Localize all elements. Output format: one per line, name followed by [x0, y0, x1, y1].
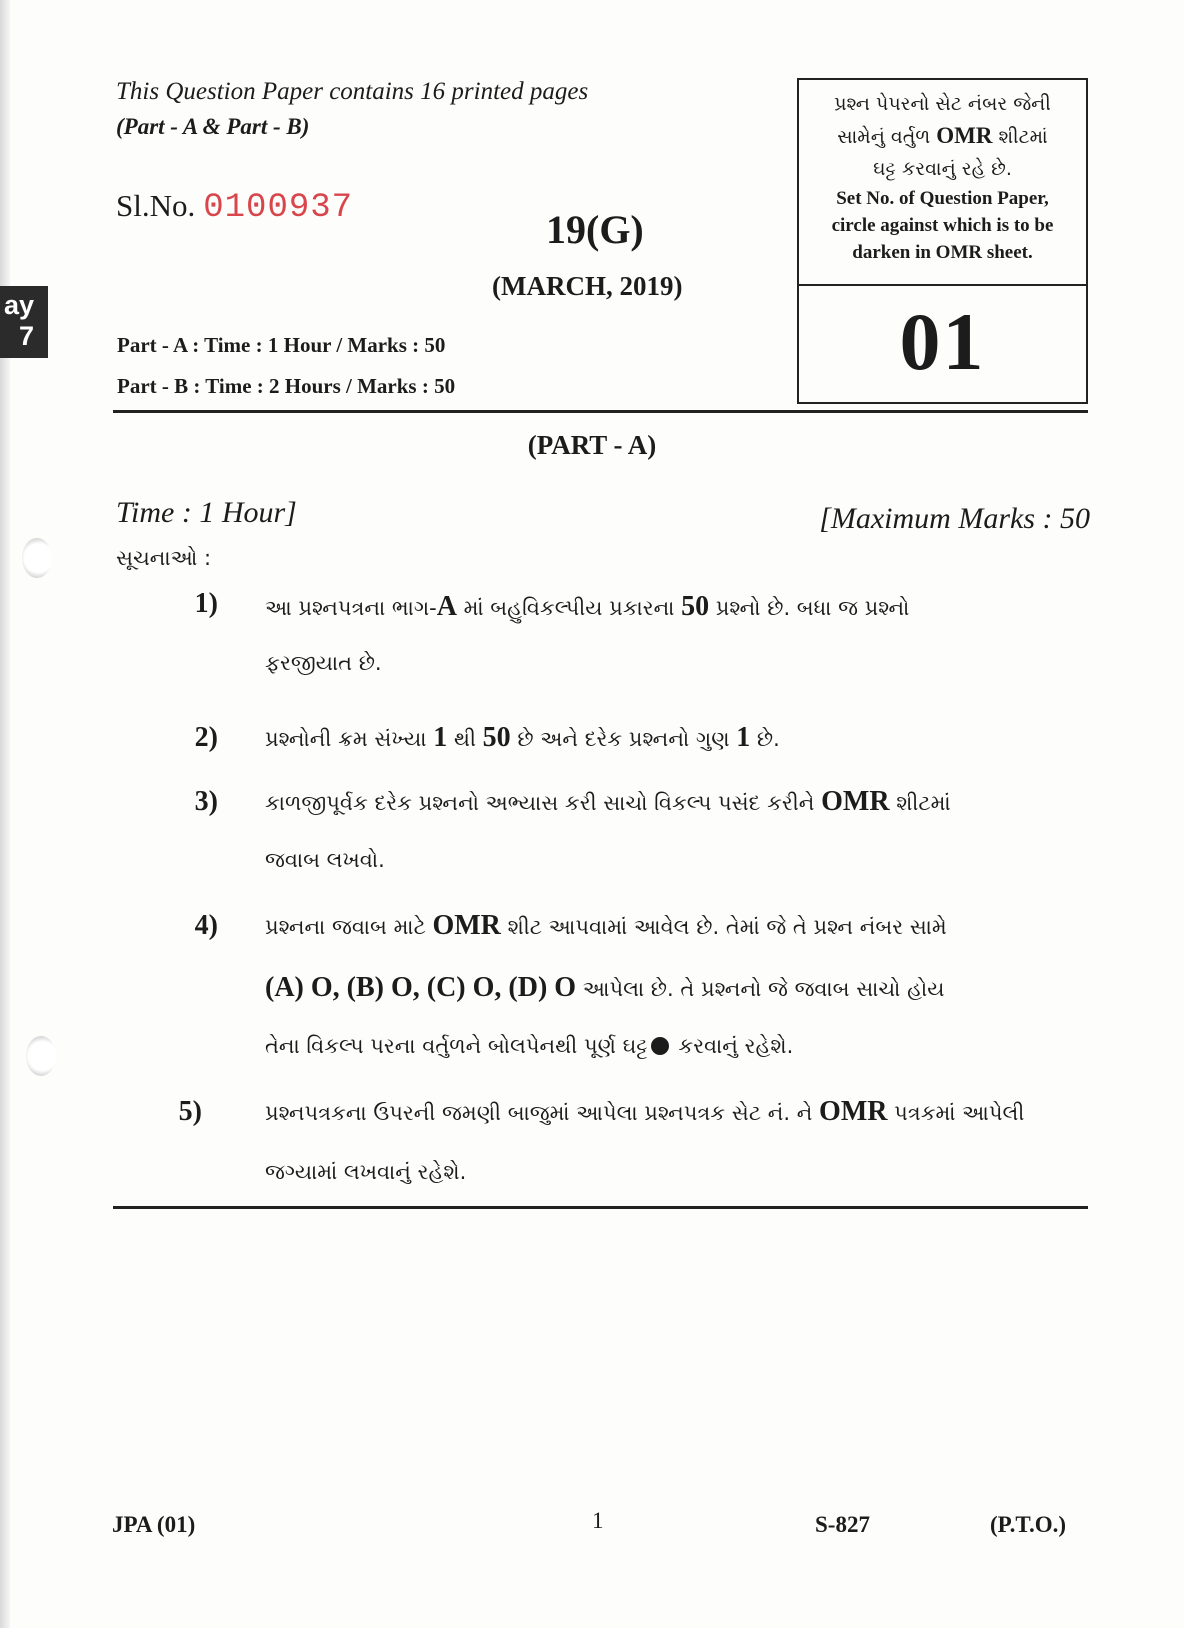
instruction-line: જવાબ લખવો.: [265, 848, 385, 872]
text: આપેલા છે. તે પ્રશ્નનો જે જવાબ સાચો હોય: [576, 977, 945, 1001]
instruction-line: [265, 910, 947, 942]
instruction-line: [265, 786, 951, 818]
filled-circle-icon: [651, 1037, 669, 1055]
emphasis: 1: [433, 722, 448, 753]
side-tab-label: [0, 286, 48, 358]
emphasis: 1: [736, 722, 751, 753]
emphasis: 50: [482, 722, 511, 753]
text: કાળજીપૂર્વક દરેક પ્રશ્નનો અભ્યાસ કરી સાચો વિકલ્પ પસંદ કરીને: [265, 791, 822, 815]
emphasis: OMR: [819, 1096, 888, 1127]
text: આ પ્રશ્નપત્રના ભાગ-: [265, 596, 437, 620]
set-instruction-english-2: circle against which is to be: [831, 215, 1054, 236]
maximum-marks: [Maximum Marks : 50: [819, 502, 1090, 535]
header-divider: [113, 410, 1088, 413]
serial-number: [116, 188, 353, 227]
set-number: 01: [899, 296, 986, 387]
side-tab-line2: 7: [18, 321, 34, 351]
text: તેના વિકલ્પ પરના વર્તુળને બોલપેનથી પૂર્ણ ઘટ્ટ: [265, 1034, 648, 1058]
instruction-number: 1): [194, 588, 218, 619]
side-tab-line1: ay: [3, 290, 34, 320]
instruction-line: [265, 591, 909, 623]
text: કરવાનું રહેશે.: [671, 1034, 794, 1058]
punch-hole-bottom: [26, 1036, 56, 1076]
instruction-line: [265, 972, 944, 1004]
instruction-number: 5): [178, 1096, 202, 1127]
paper-info: [116, 78, 588, 140]
instruction-line: જગ્યામાં લખવાનું રહેશે.: [265, 1160, 467, 1184]
footer-series-code: S-827: [815, 1512, 870, 1537]
serial-label: Sl.No.: [116, 188, 196, 223]
instructions-heading: સૂચનાઓ :: [116, 546, 212, 570]
footer-pto: (P.T.O.): [990, 1512, 1067, 1537]
part-a-time: Part - A : Time : 1 Hour / Marks : 50: [117, 333, 446, 357]
scan-edge-shadow: [0, 0, 10, 1628]
text: છે અને દરેક પ્રશ્નનો ગુણ: [510, 727, 737, 751]
emphasis: OMR: [821, 786, 890, 817]
part-title: (PART - A): [527, 430, 657, 460]
text: શીટમાં: [889, 791, 951, 815]
time-limit: Time : 1 Hour]: [116, 496, 297, 529]
instructions-divider: [113, 1206, 1088, 1209]
set-instruction-gujarati-3: ઘટ્ટ કરવાનું રહે છે.: [873, 158, 1012, 180]
set-number-box: [797, 78, 1088, 404]
text: માં બહુવિકલ્પીય પ્રકારના: [456, 596, 682, 620]
text: પત્રકમાં આપેલી: [887, 1101, 1025, 1125]
parts-note: (Part - A & Part - B): [116, 114, 310, 139]
instruction-line: ફરજીયાત છે.: [265, 651, 382, 675]
instruction-line: [265, 722, 780, 754]
pages-note: This Question Paper contains 16 printed pages: [116, 78, 589, 105]
set-instruction-gujarati-1: પ્રશ્ન પેપરનો સેટ નંબર જેની: [834, 93, 1051, 115]
set-instruction: [799, 80, 1086, 286]
emphasis: 50: [681, 591, 710, 622]
instruction-line: [265, 1034, 793, 1059]
subject-code: 19(G): [546, 207, 644, 252]
set-instruction-english-1: Set No. of Question Paper,: [836, 188, 1049, 209]
guj-line2-post: શીટમાં: [998, 126, 1048, 148]
emphasis: A: [436, 591, 457, 622]
text: પ્રશ્નપત્રકના ઉપરની જમણી બાજુમાં આપેલા પ્રશ્નપત્રક સેટ નં. ને: [265, 1101, 820, 1125]
text: પ્રશ્નોની ક્રમ સંખ્યા: [265, 727, 434, 751]
text: પ્રશ્નો છે. બધા જ પ્રશ્નો: [709, 596, 910, 620]
text: પ્રશ્નના જવાબ માટે: [265, 915, 433, 939]
part-b-time: Part - B : Time : 2 Hours / Marks : 50: [117, 374, 456, 398]
instruction-number: 3): [194, 786, 218, 817]
instruction-line: [265, 1096, 1024, 1128]
footer-paper-code: JPA (01): [112, 1512, 196, 1537]
instruction-number: 2): [194, 722, 218, 753]
guj-line2-pre: સામેનું વર્તુળ: [837, 126, 931, 148]
text: થી: [447, 727, 483, 751]
instruction-number: 4): [194, 910, 218, 941]
footer-page-number: 1: [592, 1508, 604, 1533]
serial-value: 0100937: [203, 189, 354, 227]
set-instruction-gujarati-2: [799, 120, 1086, 153]
exam-month: (MARCH, 2019): [492, 271, 683, 301]
guj-line2-omr: OMR: [936, 123, 993, 148]
text: છે.: [750, 727, 780, 751]
set-instruction-english-3: darken in OMR sheet.: [852, 242, 1033, 263]
emphasis: OMR: [432, 910, 501, 941]
text: શીટ આપવામાં આવેલ છે. તેમાં જે તે પ્રશ્ન નંબર સામે: [500, 915, 947, 939]
punch-hole-top: [22, 538, 52, 578]
emphasis: (A) O, (B) O, (C) O, (D) O: [265, 972, 577, 1003]
